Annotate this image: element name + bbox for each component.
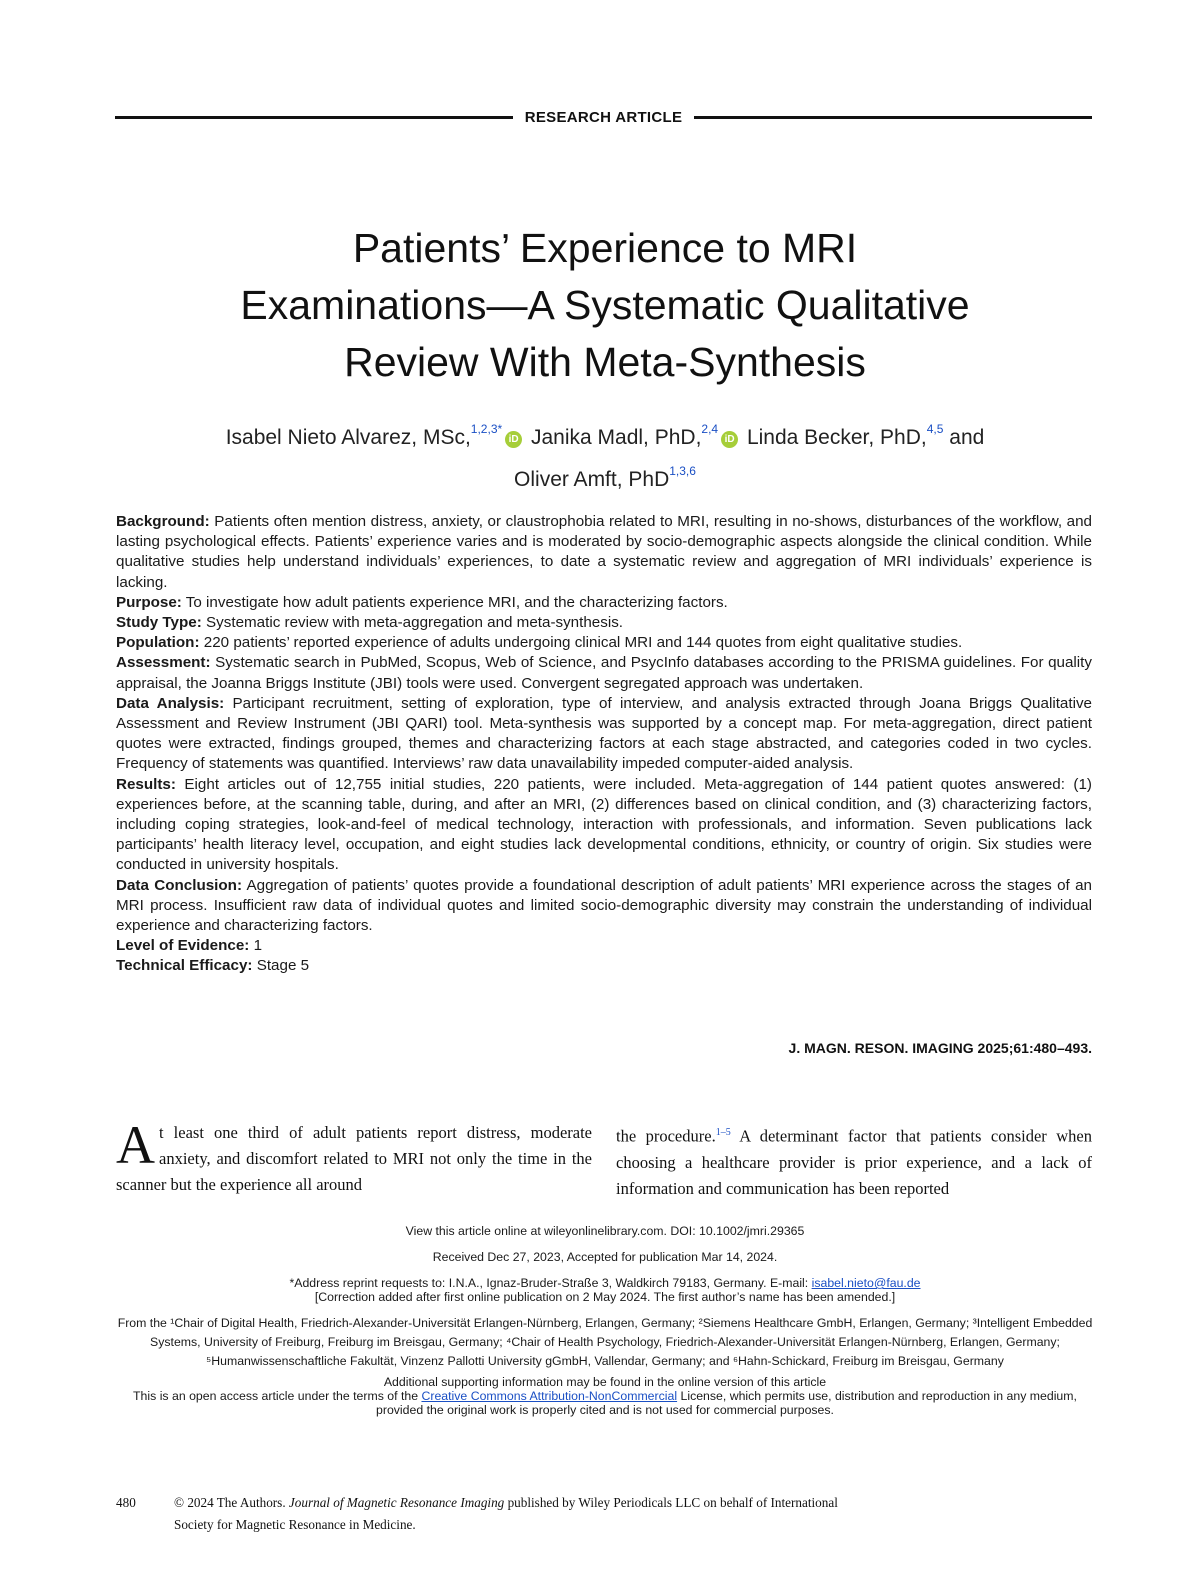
journal-name: Journal of Magnetic Resonance Imaging [288, 1495, 505, 1510]
copyright-publisher: published by Wiley Periodicals LLC on behalf of International Society for Magnetic Resonance in Medicine. [174, 1495, 838, 1532]
section-header [115, 106, 1092, 128]
journal-citation: J. MAGN. RESON. IMAGING 2025;61:480–493. [788, 1040, 1092, 1056]
abstract-section [116, 694, 1092, 775]
received-dates: Received Dec 27, 2023, Accepted for publication Mar 14, 2024. [432, 1250, 778, 1264]
license-text: This is an open access article under the terms of the [133, 1389, 422, 1403]
title-line-2: Examinations—A Systematic Qualitative [240, 282, 970, 328]
abstract-text: To investigate how adult patients experience MRI, and the characterizing factors. [185, 593, 728, 611]
author-name[interactable]: Janika Madl, PhD, [531, 426, 702, 449]
license-note [110, 1389, 1100, 1417]
supporting-info-note: Additional supporting information may be found in the online version of this article [383, 1375, 827, 1389]
abstract-text: Stage 5 [256, 957, 310, 975]
abstract-label: Technical Efficacy: [116, 957, 253, 975]
author-name[interactable]: Linda Becker, PhD, [746, 426, 927, 449]
address-note [110, 1276, 1100, 1290]
author-line-2 [100, 456, 1110, 498]
abstract-label: Population: [116, 634, 200, 652]
body-paragraph: the procedure. [616, 1126, 716, 1146]
article-type-label: RESEARCH ARTICLE [524, 108, 683, 126]
copyright-line [174, 1492, 874, 1536]
abstract-text: 220 patients’ reported experience of adults undergoing clinical MRI and 144 quotes from eight qualitative studies. [203, 634, 963, 652]
view-online-note: View this article online at wileyonlinelibrary.com. DOI: 10.1002/jmri.29365 [405, 1224, 805, 1238]
abstract-section [116, 956, 1092, 976]
page-number: 480 [116, 1495, 136, 1510]
author-affiliation[interactable]: 1,2,3* [470, 422, 503, 436]
drop-cap: A [116, 1120, 155, 1175]
abstract-section [116, 613, 1092, 633]
email-link[interactable]: isabel.nieto@fau.de [811, 1276, 921, 1290]
author-name[interactable]: Isabel Nieto Alvarez, MSc, [225, 426, 471, 449]
orcid-icon[interactable]: iD [505, 431, 522, 448]
abstract-section [116, 775, 1092, 876]
license-link[interactable]: Creative Commons Attribution-NonCommercial [421, 1389, 678, 1403]
abstract-text: Participant recruitment, setting of exploration, type of interview, and analysis extracted through Joana Briggs Qualitative Assessment and Review Instrument (JBI QARI) tool. Meta-synthesis was supported by a concept map. For meta-aggregation, direct patient quotes were extracted, findings grouped, themes and characterizing factors at each stage abstracted, and categories coded in two cycles. Frequency of statements was quantified. Interviews’ raw data unavailability impeded computer-aided analysis. [116, 694, 1092, 773]
author-affiliation[interactable]: 2,4 [701, 422, 719, 436]
title-line-3: Review With Meta-Synthesis [344, 339, 866, 385]
correction-note: [Correction added after first online publication on 2 May 2024. The first author’s name has been amended.] [314, 1290, 896, 1304]
abstract-label: Background: [116, 513, 210, 530]
license-text-end: License, which permits use, distribution and reproduction in any medium, provided the original work is properly cited and is not used for commercial purposes. [376, 1389, 1077, 1417]
author-name[interactable]: Oliver Amft, PhD [514, 468, 670, 491]
title-line-1: Patients’ Experience to MRI [352, 225, 858, 271]
abstract-label: Purpose: [116, 593, 182, 611]
author-list [100, 414, 1110, 498]
abstract-text: Aggregation of patients’ quotes provide a foundational description of adult patients’ MRI experience across the stages of an MRI process. Insufficient raw data of individual quotes and limited socio-demographic diversity may constrain the understanding of individual experience and characterizing factors. [116, 876, 1092, 935]
abstract-label: Assessment: [116, 654, 211, 672]
body-column-right [616, 1120, 1092, 1200]
abstract-section [116, 876, 1092, 937]
abstract-section [116, 936, 1092, 956]
abstract-text: Systematic review with meta-aggregation and meta-synthesis. [206, 614, 624, 632]
author-line-1 [100, 414, 1110, 456]
abstract-text: 1 [253, 937, 263, 955]
body-column-left [116, 1120, 592, 1198]
author-affiliation[interactable]: 1,3,6 [669, 464, 696, 478]
abstract-section [116, 653, 1092, 693]
abstract-text: Patients often mention distress, anxiety, or claustrophobia related to MRI, resulting in no-shows, disturbances of the workflow, and lasting psychological effects. Patients’ experience varies and is moderated by socio-demographic aspects alongside the clinical condition. While qualitative studies help understand individuals’ experiences, to date a systematic review and aggregation of MRI individuals’ experience is lacking. [116, 513, 1092, 591]
body-paragraph-continued: A determinant factor that patients consider when choosing a healthcare provider is prior experience, and a lack of information and communication has been reported [616, 1126, 1092, 1198]
abstract-section [116, 593, 1092, 613]
authors-and: and [949, 426, 985, 449]
orcid-icon[interactable]: iD [721, 431, 738, 448]
body-text [116, 1120, 1092, 1200]
header-rule-right [694, 116, 1092, 119]
footnotes [110, 1224, 1100, 1417]
abstract-label: Data Analysis: [116, 694, 225, 712]
author-affiliation[interactable]: 4,5 [926, 422, 944, 436]
body-paragraph: t least one third of adult patients report distress, moderate anxiety, and discomfort related to MRI not only the time in the scanner but the experience all around [116, 1123, 592, 1194]
reference-link[interactable]: 1–5 [715, 1127, 731, 1138]
abstract-label: Data Conclusion: [116, 876, 243, 894]
article-title [100, 220, 1110, 391]
copyright-text: © 2024 The Authors. [174, 1495, 289, 1510]
abstract [116, 512, 1092, 977]
header-rule-left [115, 116, 513, 119]
abstract-section [116, 512, 1092, 593]
abstract-section [116, 633, 1092, 653]
abstract-text: Systematic search in PubMed, Scopus, Web of Science, and PsycInfo databases according to the PRISMA guidelines. For quality appraisal, the Joanna Briggs Institute (JBI) tools were used. Convergent segregated approach was undertaken. [116, 654, 1092, 692]
affiliations-note: From the ¹Chair of Digital Health, Friedrich-Alexander-Universität Erlangen-Nürnberg, Erlangen, Germany; ²Siemens Healthcare GmbH, Erlangen, Germany; ³Intelligent Embedded Systems, University of Freiburg, Freiburg im Breisgau, Germany; ⁴Chair of Health Psychology, Friedrich-Alexander-Universität Erlangen-Nürnberg, Erlangen, Germany; ⁵Humanwissenschaftliche Fakultät, Vinzenz Pallotti University gGmbH, Vallendar, Germany; and ⁶Hahn-Schickard, Freiburg im Breisgau, Germany [117, 1316, 1093, 1368]
address-text: *Address reprint requests to: I.N.A., Ignaz-Bruder-Straße 3, Waldkirch 79183, Germany. E-mail: [289, 1276, 812, 1290]
abstract-label: Level of Evidence: [116, 937, 250, 955]
abstract-label: Results: [116, 775, 176, 793]
abstract-label: Study Type: [116, 614, 202, 632]
abstract-text: Eight articles out of 12,755 initial studies, 220 patients, were included. Meta-aggregation of 144 patient quotes answered: (1) experiences before, at the scanning table, during, and after an MRI, (2) differences based on clinical condition, and (3) characterizing factors, including coping strategies, look-and-feel of medical technology, interaction with professionals, and information. Seven publications lack participants’ health literacy level, occupation, and eight studies lack developmental conditions, ethnicity, or country of origin. Six studies were conducted in university hospitals. [116, 775, 1092, 874]
